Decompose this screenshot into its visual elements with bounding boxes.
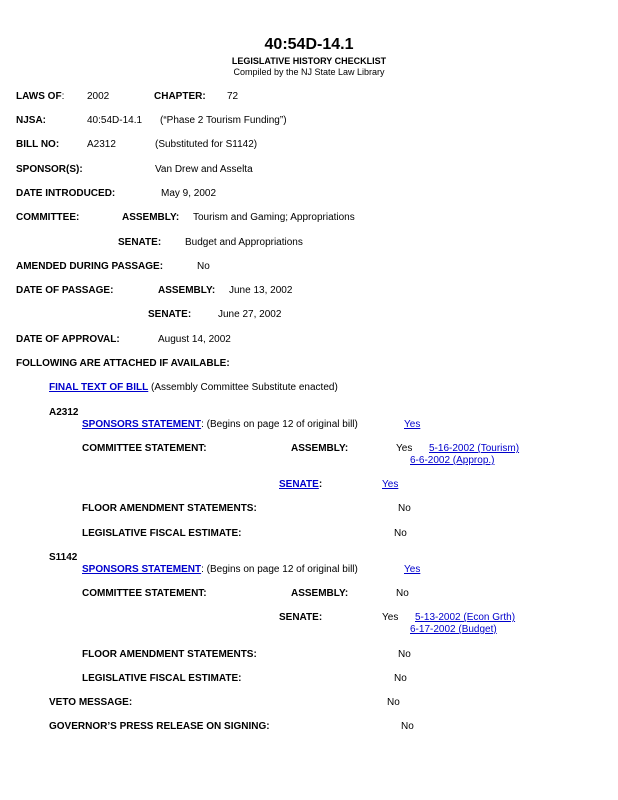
a2312-committee-label: COMMITTEE STATEMENT: [82, 443, 207, 454]
laws-of-label: LAWS OF: [16, 91, 65, 102]
sponsors-value: Van Drew and Asselta [155, 164, 253, 175]
a2312-senate-yes-link[interactable]: Yes [382, 479, 399, 490]
committee-assembly-value: Tourism and Gaming; Appropriations [193, 212, 355, 223]
a2312-assembly-value: Yes [396, 443, 413, 454]
date-introduced-label: DATE INTRODUCED: [16, 188, 116, 199]
compiled-by: Compiled by the NJ State Law Library [233, 67, 385, 77]
page-title: 40:54D-14.1 [264, 36, 354, 53]
chapter-label: CHAPTER: [154, 91, 206, 102]
date-of-approval-value: August 14, 2002 [158, 334, 231, 345]
a2312-bill-label: A2312 [49, 407, 79, 418]
final-text-link[interactable]: FINAL TEXT OF BILL [49, 382, 149, 393]
committee-assembly-label: ASSEMBLY: [122, 212, 180, 223]
s1142-floor-label: FLOOR AMENDMENT STATEMENTS: [82, 649, 257, 660]
s1142-fiscal-value: No [394, 673, 407, 684]
s1142-bill-label: S1142 [49, 552, 78, 563]
committee-label: COMMITTEE: [16, 212, 80, 223]
veto-label: VETO MESSAGE: [49, 697, 133, 708]
a2312-fiscal-label: LEGISLATIVE FISCAL ESTIMATE: [82, 528, 242, 539]
a2312-approp-statement-link[interactable]: 6-6-2002 (Approp.) [410, 455, 495, 466]
press-release-value: No [401, 721, 414, 732]
document-subtitle: LEGISLATIVE HISTORY CHECKLIST [231, 56, 387, 66]
njsa-value: 40:54D-14.1 [87, 115, 143, 126]
njsa-label: NJSA: [16, 115, 47, 126]
passage-assembly-label: ASSEMBLY: [158, 285, 216, 296]
passage-senate-label: SENATE: [148, 309, 192, 320]
s1142-floor-value: No [398, 649, 411, 660]
veto-value: No [387, 697, 400, 708]
a2312-sponsors-yes-link[interactable]: Yes [404, 419, 421, 430]
s1142-sponsors-row [82, 564, 358, 576]
a2312-fiscal-value: No [394, 528, 407, 539]
sponsors-label: SPONSOR(S): [16, 164, 83, 175]
amended-value: No [197, 261, 210, 272]
a2312-sponsors-row [82, 419, 358, 431]
s1142-committee-label: COMMITTEE STATEMENT: [82, 588, 207, 599]
chapter-value: 72 [227, 91, 239, 102]
bill-no-value: A2312 [87, 139, 116, 150]
date-introduced-value: May 9, 2002 [161, 188, 217, 199]
a2312-floor-value: No [398, 503, 411, 514]
a2312-tourism-statement-link[interactable]: 5-16-2002 (Tourism) [429, 443, 520, 454]
bill-no-label: BILL NO: [16, 139, 60, 150]
bill-no-note: (Substituted for S1142) [155, 139, 258, 150]
njsa-note: (“Phase 2 Tourism Funding”) [160, 115, 287, 126]
s1142-sponsors-yes-link[interactable]: Yes [404, 564, 421, 575]
s1142-assembly-value: No [396, 588, 409, 599]
s1142-sponsors-statement-link[interactable]: SPONSORS STATEMENT [82, 564, 202, 575]
committee-senate-label: SENATE: [118, 237, 162, 248]
a2312-assembly-label: ASSEMBLY: [291, 443, 349, 454]
date-of-approval-label: DATE OF APPROVAL: [16, 334, 120, 345]
attached-heading: FOLLOWING ARE ATTACHED IF AVAILABLE: [16, 358, 230, 369]
passage-senate-value: June 27, 2002 [218, 309, 282, 320]
date-of-passage-label: DATE OF PASSAGE: [16, 285, 114, 296]
s1142-fiscal-label: LEGISLATIVE FISCAL ESTIMATE: [82, 673, 242, 684]
committee-senate-value: Budget and Appropriations [185, 237, 303, 248]
a2312-senate-colon: : [318, 479, 323, 490]
s1142-senate-label: SENATE: [279, 612, 323, 623]
passage-assembly-value: June 13, 2002 [229, 285, 293, 296]
final-text-note: (Assembly Committee Substitute enacted) [151, 382, 338, 393]
amended-label: AMENDED DURING PASSAGE: [16, 261, 164, 272]
s1142-sponsors-note: : (Begins on page 12 of original bill) [201, 564, 358, 575]
press-release-label: GOVERNOR’S PRESS RELEASE ON SIGNING: [49, 721, 270, 732]
s1142-assembly-label: ASSEMBLY: [291, 588, 349, 599]
s1142-budget-statement-link[interactable]: 6-17-2002 (Budget) [410, 624, 497, 635]
a2312-sponsors-note: : (Begins on page 12 of original bill) [201, 419, 358, 430]
laws-of-value: 2002 [87, 91, 110, 102]
a2312-senate-link[interactable]: SENATE [279, 479, 319, 490]
s1142-econ-grth-statement-link[interactable]: 5-13-2002 (Econ Grth) [415, 612, 516, 623]
s1142-senate-value: Yes [382, 612, 399, 623]
a2312-sponsors-statement-link[interactable]: SPONSORS STATEMENT [82, 419, 202, 430]
a2312-floor-label: FLOOR AMENDMENT STATEMENTS: [82, 503, 257, 514]
final-text-row [49, 382, 338, 394]
a2312-senate-row [279, 479, 322, 491]
